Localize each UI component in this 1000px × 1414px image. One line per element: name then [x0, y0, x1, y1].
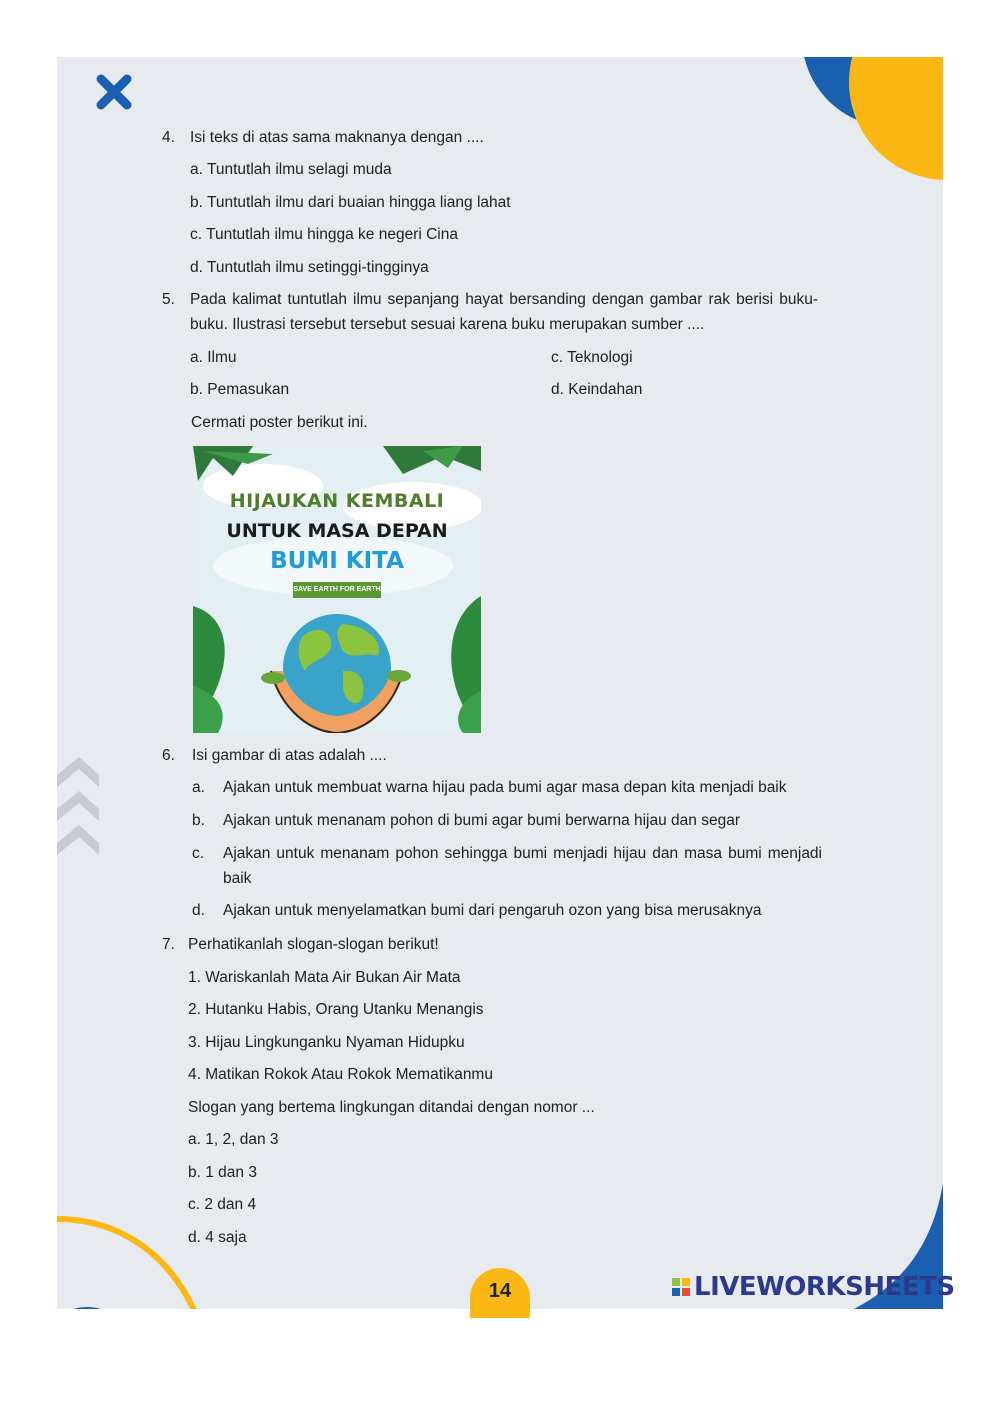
option-letter: c. [188, 1196, 201, 1213]
option-text: 4 saja [205, 1229, 247, 1246]
option-text: Tuntutlah ilmu dari buaian hingga liang lahat [206, 194, 511, 211]
poster-title-line-1: HIJAUKAN KEMBALI [229, 490, 445, 512]
option-letter: d. [188, 1229, 201, 1246]
slogan-3: 3. Hijau Lingkunganku Nyaman Hidupku [188, 1034, 465, 1051]
q6-option-b-letter[interactable]: b. [192, 812, 205, 829]
question-7-number: 7. [162, 936, 175, 953]
option-text: Ilmu [207, 349, 237, 366]
q6-option-a-text[interactable]: Ajakan untuk membuat warna hijau pada bumi agar masa depan kita menjadi baik [223, 779, 787, 796]
q7-option-c[interactable] [188, 1192, 256, 1217]
liveworksheets-brand[interactable]: LIVEWORKSHEETS [694, 1272, 955, 1302]
option-letter: b. [190, 381, 203, 398]
q6-option-c-letter[interactable]: c. [192, 845, 205, 862]
option-letter: a. [190, 349, 203, 366]
option-text: Teknologi [567, 349, 633, 366]
slogan-2: 2. Hutanku Habis, Orang Utanku Menangis [188, 1001, 484, 1018]
close-icon[interactable] [95, 73, 133, 111]
page-number: 14 [488, 1280, 512, 1302]
option-text: 1 dan 3 [205, 1164, 257, 1181]
question-5-number: 5. [162, 291, 175, 308]
q6-option-d-text[interactable]: Ajakan untuk menyelamatkan bumi dari pengaruh ozon yang bisa merusaknya [223, 902, 762, 919]
corner-decoration-bottom-left [57, 1207, 212, 1309]
option-letter: a. [190, 161, 203, 178]
poster-title-line-3: BUMI KITA [270, 548, 404, 574]
poster-image [193, 446, 481, 733]
q5-option-a[interactable] [190, 345, 237, 370]
q4-option-d[interactable] [190, 255, 429, 280]
q6-option-c-text[interactable]: Ajakan untuk menanam pohon sehingga bumi menjadi hijau dan masa bumi menjadi baik [223, 845, 822, 887]
option-letter: d. [190, 259, 203, 276]
q6-option-d-letter[interactable]: d. [192, 902, 205, 919]
question-4-number: 4. [162, 129, 175, 146]
q4-option-a[interactable] [190, 157, 392, 182]
option-letter: b. [190, 194, 203, 211]
question-6-stem: Isi gambar di atas adalah .... [192, 747, 387, 764]
q7-option-b[interactable] [188, 1160, 257, 1185]
poster-intro: Cermati poster berikut ini. [191, 414, 368, 431]
question-7-prompt: Slogan yang bertema lingkungan ditandai dengan nomor ... [188, 1099, 595, 1116]
option-letter: d. [551, 381, 564, 398]
option-letter: a. [188, 1131, 201, 1148]
question-5-stem: Pada kalimat tuntutlah ilmu sepanjang hayat bersanding dengan gambar rak berisi buku-buku. Ilustrasi tersebut tersebut sesuai karena buku merupakan sumber .... [190, 291, 818, 333]
option-text: Tuntutlah ilmu hingga ke negeri Cina [206, 226, 458, 243]
q5-option-c[interactable] [551, 345, 633, 370]
q5-option-d[interactable] [551, 377, 642, 402]
poster-title-line-2: UNTUK MASA DEPAN [226, 520, 448, 542]
chevron-up-decoration-icon [57, 757, 105, 877]
q7-option-d[interactable] [188, 1225, 247, 1250]
q4-option-c[interactable] [190, 222, 458, 247]
slogan-1: 1. Wariskanlah Mata Air Bukan Air Mata [188, 969, 461, 986]
question-7-stem: Perhatikanlah slogan-slogan berikut! [188, 936, 439, 953]
slogan-4: 4. Matikan Rokok Atau Rokok Mematikanmu [188, 1066, 493, 1083]
option-text: Tuntutlah ilmu setinggi-tingginya [206, 259, 429, 276]
option-letter: c. [551, 349, 564, 366]
question-6-number: 6. [162, 747, 175, 764]
q5-option-b[interactable] [190, 377, 289, 402]
q6-option-a-letter[interactable]: a. [192, 779, 205, 796]
option-text: Pemasukan [207, 381, 290, 398]
option-text: 1, 2, dan 3 [205, 1131, 279, 1148]
question-4-stem: Isi teks di atas sama maknanya dengan .... [190, 129, 484, 146]
poster-banner: SAVE EARTH FOR EARTH [293, 582, 381, 598]
corner-decoration-top-right [757, 57, 943, 197]
option-text: Keindahan [568, 381, 643, 398]
q6-option-b-text[interactable]: Ajakan untuk menanam pohon di bumi agar bumi berwarna hijau dan segar [223, 812, 740, 829]
option-text: 2 dan 4 [204, 1196, 257, 1213]
option-text: Tuntutlah ilmu selagi muda [206, 161, 392, 178]
liveworksheets-logo-icon [672, 1278, 690, 1296]
q4-option-b[interactable] [190, 190, 511, 215]
option-letter: c. [190, 226, 203, 243]
q7-option-a[interactable] [188, 1127, 279, 1152]
option-letter: b. [188, 1164, 201, 1181]
